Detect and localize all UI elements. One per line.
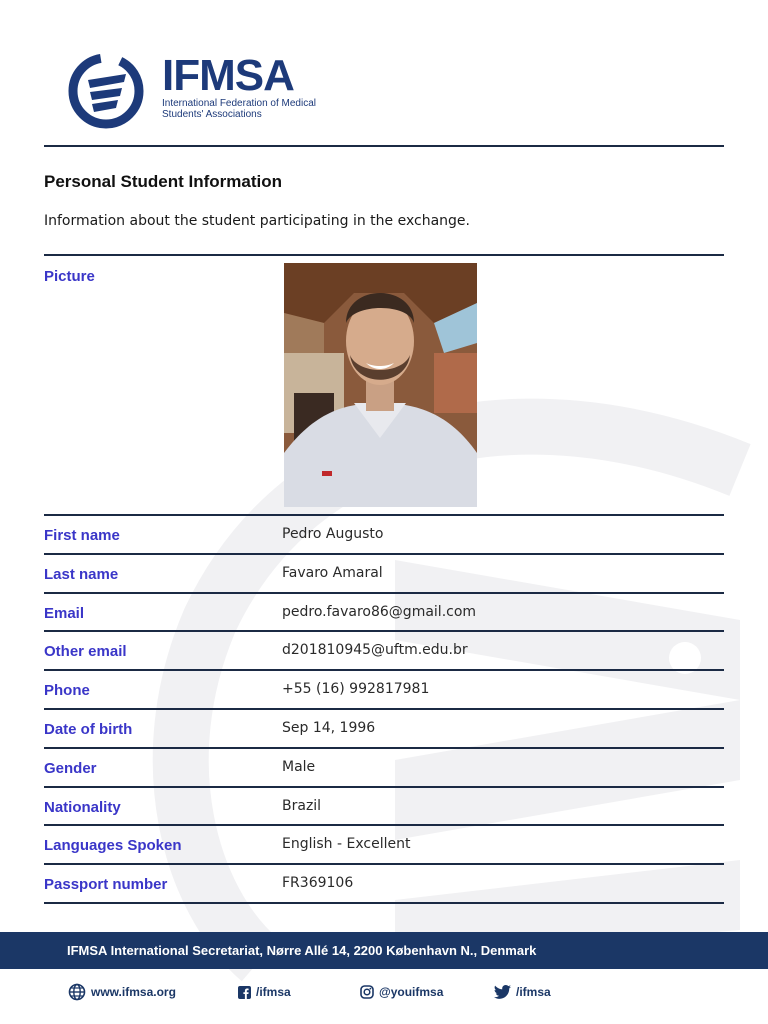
field-label-first-name: First name [44,527,120,544]
footer-link-twitter[interactable] [494,983,551,1001]
row-divider [44,669,724,671]
ifmsa-emblem-icon [66,52,148,130]
section-title: Personal Student Information [44,172,283,191]
field-value-passport: FR369106 [282,875,354,891]
footer-link-instagram[interactable] [360,983,443,1001]
field-label-phone: Phone [44,682,90,699]
footer-address: IFMSA International Secretariat, Nørre Allé 14, 2200 København N., Denmark [67,943,537,958]
field-value-gender: Male [282,759,316,775]
row-divider [44,902,724,904]
section-divider [44,254,724,256]
field-value-email: pedro.favaro86@gmail.com [282,604,477,620]
footer-link-text: /ifmsa [516,985,551,999]
header-divider [44,145,724,147]
row-divider [44,630,724,632]
footer-link-facebook[interactable] [238,983,291,1001]
footer-link-text: www.ifmsa.org [91,985,176,999]
field-label-last-name: Last name [44,566,119,583]
instagram-icon [360,985,374,999]
logo-wordmark: IFMSA [162,51,294,100]
footer-link-text: @youifmsa [379,985,444,999]
field-label-passport: Passport number [44,876,168,893]
field-value-other-email: d201810945@uftm.edu.br [282,642,468,658]
section-description: Information about the student participating in the exchange. [44,213,470,229]
field-value-languages: English - Excellent [282,836,411,852]
row-divider [44,824,724,826]
student-photo [284,263,477,507]
field-value-date-of-birth: Sep 14, 1996 [282,720,376,736]
field-label-languages: Languages Spoken [44,837,182,854]
row-divider [44,863,724,865]
twitter-icon [494,985,511,999]
footer-link-website[interactable] [68,983,176,1001]
picture-label: Picture [44,268,95,285]
field-label-date-of-birth: Date of birth [44,721,133,738]
field-value-nationality: Brazil [282,798,322,814]
row-divider [44,592,724,594]
field-value-first-name: Pedro Augusto [282,526,384,542]
field-value-last-name: Favaro Amaral [282,565,383,581]
field-value-phone: +55 (16) 992817981 [282,681,430,697]
footer-link-text: /ifmsa [256,985,291,999]
ifmsa-logo [66,52,326,132]
field-label-gender: Gender [44,760,97,777]
logo-subtitle: International Federation of Medical Students' Associations [162,98,316,120]
row-divider [44,553,724,555]
facebook-icon [238,986,251,999]
row-divider [44,747,724,749]
row-divider [44,708,724,710]
field-label-nationality: Nationality [44,799,121,816]
row-divider [44,514,724,516]
field-label-other-email: Other email [44,643,127,660]
field-label-email: Email [44,605,85,622]
row-divider [44,786,724,788]
globe-icon [68,983,86,1001]
